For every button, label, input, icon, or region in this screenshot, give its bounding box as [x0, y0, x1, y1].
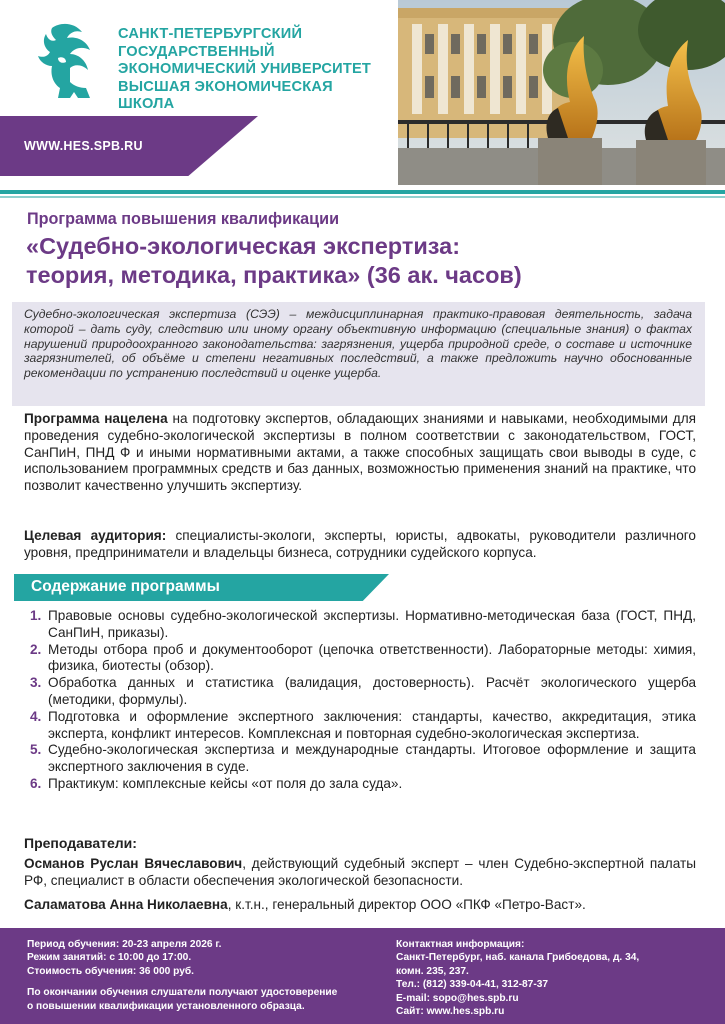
study-period: Период обучения: 20-23 апреля 2026 г.: [27, 939, 222, 950]
list-item: [24, 675, 696, 709]
list-item-text: Правовые основы судебно-экологической экспертизы. Нормативно-методическая база (ГОСТ, ПНД, СанПиН, приказы).: [48, 608, 696, 640]
list-item: [24, 642, 696, 676]
target-audience: [24, 528, 696, 562]
list-item-text: Методы отбора проб и документооборот (цепочка ответственности). Лабораторные методы: химия, физика, биотесты (обзор).: [48, 641, 696, 674]
course-cost: Стоимость обучения: 36 000 руб.: [27, 965, 195, 977]
list-item-number: 3.: [30, 675, 42, 691]
list-item-text: Обработка данных и статистика (валидация, достоверность). Расчёт экологического ущерба (методики, формулы).: [48, 675, 696, 707]
footer-contacts: [396, 938, 716, 1018]
contact-email[interactable]: E-mail: sopo@hes.spb.ru: [396, 992, 519, 1004]
griffin-logo-icon: [30, 22, 108, 104]
website-url[interactable]: WWW.HES.SPB.RU: [24, 139, 143, 153]
contact-site[interactable]: Сайт: www.hes.spb.ru: [396, 1006, 505, 1018]
university-name: [118, 26, 388, 114]
program-content-list: [24, 608, 696, 793]
bank-bridge-griffins-photo: [398, 0, 725, 185]
content-section-title: Содержание программы: [31, 578, 220, 595]
teacher-1: [24, 856, 696, 890]
certificate-line-2: о повышении квалификации установленного образца.: [27, 1000, 305, 1012]
list-item-number: 4.: [30, 708, 42, 724]
list-item: [24, 608, 696, 642]
list-item: [24, 776, 696, 793]
footer-course-info: [27, 938, 377, 1013]
contact-title: Контактная информация:: [396, 939, 525, 950]
list-item-number: 2.: [30, 641, 42, 657]
list-item-text: Судебно-экологическая экспертиза и международные стандарты. Итоговое оформление и защита экспертного заключения в суде.: [48, 742, 696, 775]
definition-text: Судебно-экологическая экспертиза (СЭЭ) – междисциплинарная практико-правовая деятельность, задача которой – дать суду, следствию или иному органу объективную информацию (специальные знания) о фактах нарушений природоохранного законодательства: загрязнения, ущерба природной среде, о составе и источнике загрязнителей, об объёме и степени негативных последствий, а также предложить научно обоснованные рекомендации по устранению последствий и оценке ущерба.: [24, 307, 692, 381]
program-aim: [24, 411, 696, 495]
class-schedule: Режим занятий: с 10:00 до 17:00.: [27, 952, 192, 964]
definition-box: [12, 302, 705, 406]
contact-phone[interactable]: Тел.: (812) 339-04-41, 312-87-37: [396, 979, 549, 991]
teachers-title: Преподаватели:: [24, 835, 137, 851]
university-line-4: ВЫСШАЯ ЭКОНОМИЧЕСКАЯ ШКОЛА: [118, 78, 333, 112]
university-line-2: ГОСУДАРСТВЕННЫЙ: [118, 43, 275, 60]
target-audience-label: Целевая аудитория:: [24, 528, 167, 543]
program-title: [26, 232, 706, 290]
header: [0, 0, 725, 196]
teacher-2: [24, 897, 696, 914]
teacher-2-name: Саламатова Анна Николаевна: [24, 897, 228, 912]
address-line-1: Санкт-Петербург, наб. канала Грибоедова, д. 34,: [396, 952, 640, 964]
program-title-line-1: «Судебно-экологическая экспертиза:: [26, 233, 461, 259]
teacher-1-name: Османов Руслан Вячеславович: [24, 856, 243, 871]
certificate-line-1: По окончании обучения слушатели получают удостоверение: [27, 987, 338, 999]
target-audience-text: специалисты-экологи, эксперты, юристы, адвокаты, руководители различного уровня, предприниматели и владельцы бизнеса, сотрудники судейского корпуса.: [24, 528, 696, 560]
program-aim-label: Программа нацелена: [24, 411, 168, 426]
teacher-1-desc: , действующий судебный эксперт – член Судебно-экспертной палаты РФ, специалист в области обеспечения экологической безопасности.: [24, 856, 696, 888]
list-item-text: Подготовка и оформление экспертного заключения: стандарты, качество, аккредитация, этика эксперта, конфликт интересов. Комплексная и повторная судебно-экологическая экспертиза.: [48, 708, 696, 741]
list-item: [24, 742, 696, 776]
list-item-number: 6.: [30, 775, 42, 791]
program-title-line-2: теория, методика, практика» (36 ак. часов): [26, 262, 522, 288]
list-item-text: Практикум: комплексные кейсы «от поля до зала суда».: [48, 775, 403, 791]
teacher-2-desc: , к.т.н., генеральный директор ООО «ПКФ «Петро-Васт».: [227, 897, 586, 912]
header-divider-thin: [0, 196, 725, 198]
program-type: Программа повышения квалификации: [27, 210, 340, 228]
program-aim-text: на подготовку экспертов, обладающих знаниями и навыками, необходимыми для проведения судебно-экологической экспертизы в полном соответствии с законодательством, ГОСТ, СанПиН, ПНД Ф и иными нормативными актами, а также способных защищать свои выводы в суде, с использованием программных средств и баз данных, возможностью применения знаний на практике, что позволит качественно улучшить экспертизу.: [24, 411, 696, 494]
list-item-number: 5.: [30, 742, 42, 758]
header-divider: [0, 190, 725, 194]
university-line-3: ЭКОНОМИЧЕСКИЙ УНИВЕРСИТЕТ: [118, 61, 371, 77]
university-line-1: САНКТ-ПЕТЕРБУРГСКИЙ: [118, 26, 303, 42]
list-item: [24, 709, 696, 743]
list-item-number: 1.: [30, 608, 42, 623]
address-line-2: комн. 235, 237.: [396, 965, 469, 977]
